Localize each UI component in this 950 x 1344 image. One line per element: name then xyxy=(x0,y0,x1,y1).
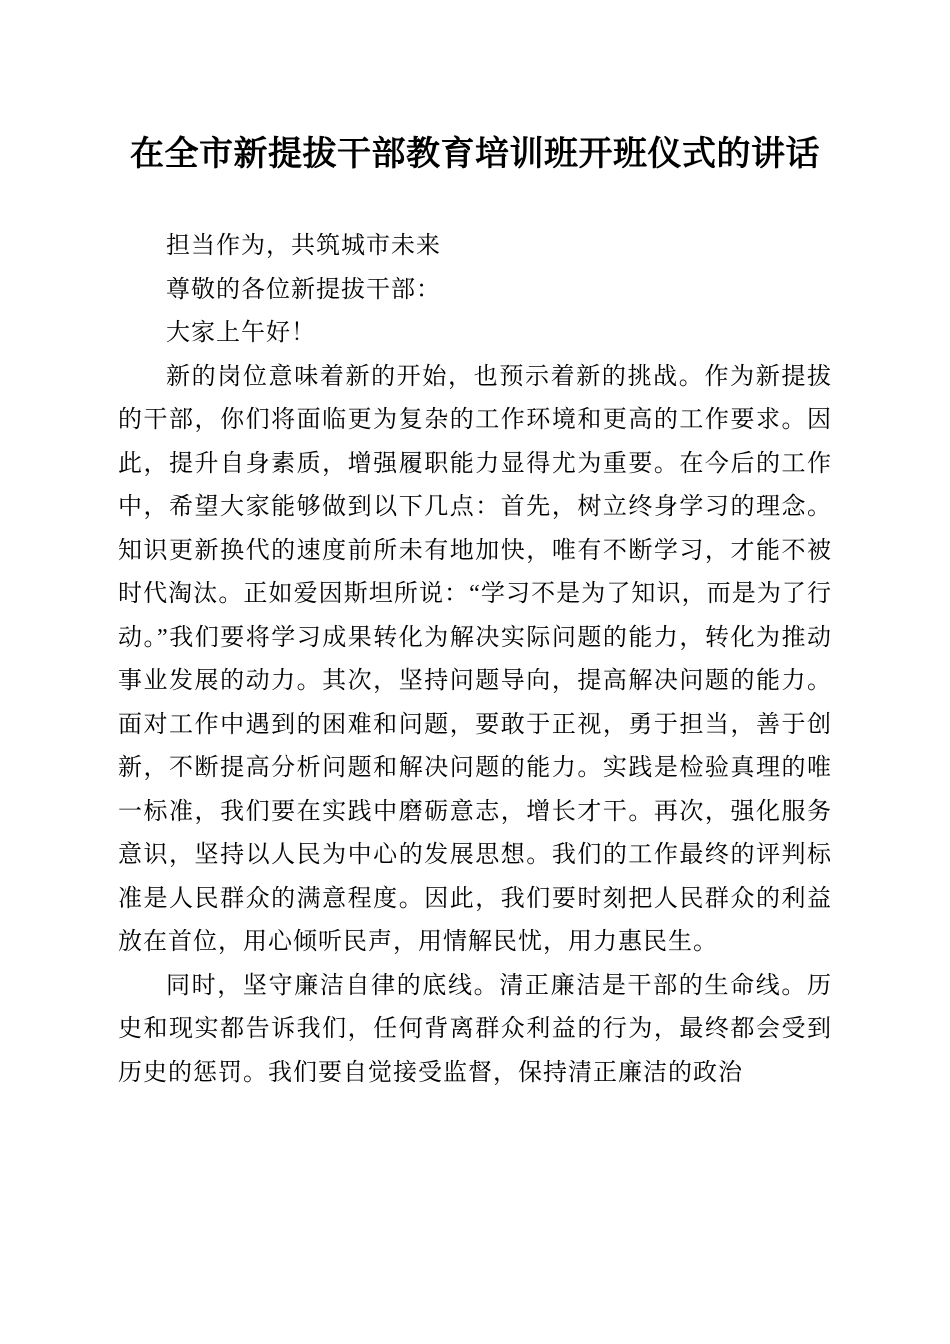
paragraph-body-main: 新的岗位意味着新的开始，也预示着新的挑战。作为新提拔的干部，你们将面临更为复杂的工作环境和更高的工作要求。因此，提升自身素质，增强履职能力显得尤为重要。在今后的工作中，希望大家能够做到以下几点：首先，树立终身学习的理念。知识更新换代的速度前所未有地加快，唯有不断学习，才能不被时代淘汰。正如爱因斯坦所说：“学习不是为了知识，而是为了行动。”我们要将学习成果转化为解决实际问题的能力，转化为推动事业发展的动力。其次，坚持问题导向，提高解决问题的能力。面对工作中遇到的困难和问题，要敢于正视，勇于担当，善于创新，不断提高分析问题和解决问题的能力。实践是检验真理的唯一标准，我们要在实践中磨砺意志，增长才干。再次，强化服务意识，坚持以人民为中心的发展思想。我们的工作最终的评判标准是人民群众的满意程度。因此，我们要时刻把人民群众的利益放在首位，用心倾听民声，用情解民忧，用力惠民生。 xyxy=(118,363,832,955)
paragraph-slogan: 担当作为，共筑城市未来 xyxy=(166,233,441,259)
paragraph-greeting: 大家上午好！ xyxy=(166,320,316,346)
document-body xyxy=(118,225,832,1095)
paragraph-salutation: 尊敬的各位新提拔干部： xyxy=(166,276,441,303)
paragraph-body-integrity: 同时，坚守廉洁自律的底线。清正廉洁是干部的生命线。历史和现实都告诉我们，任何背离群众利益的行为，最终都会受到历史的惩罚。我们要自觉接受监督，保持清正廉洁的政治 xyxy=(118,972,832,1086)
document-title: 在全市新提拔干部教育培训班开班仪式的讲话 xyxy=(130,136,820,173)
